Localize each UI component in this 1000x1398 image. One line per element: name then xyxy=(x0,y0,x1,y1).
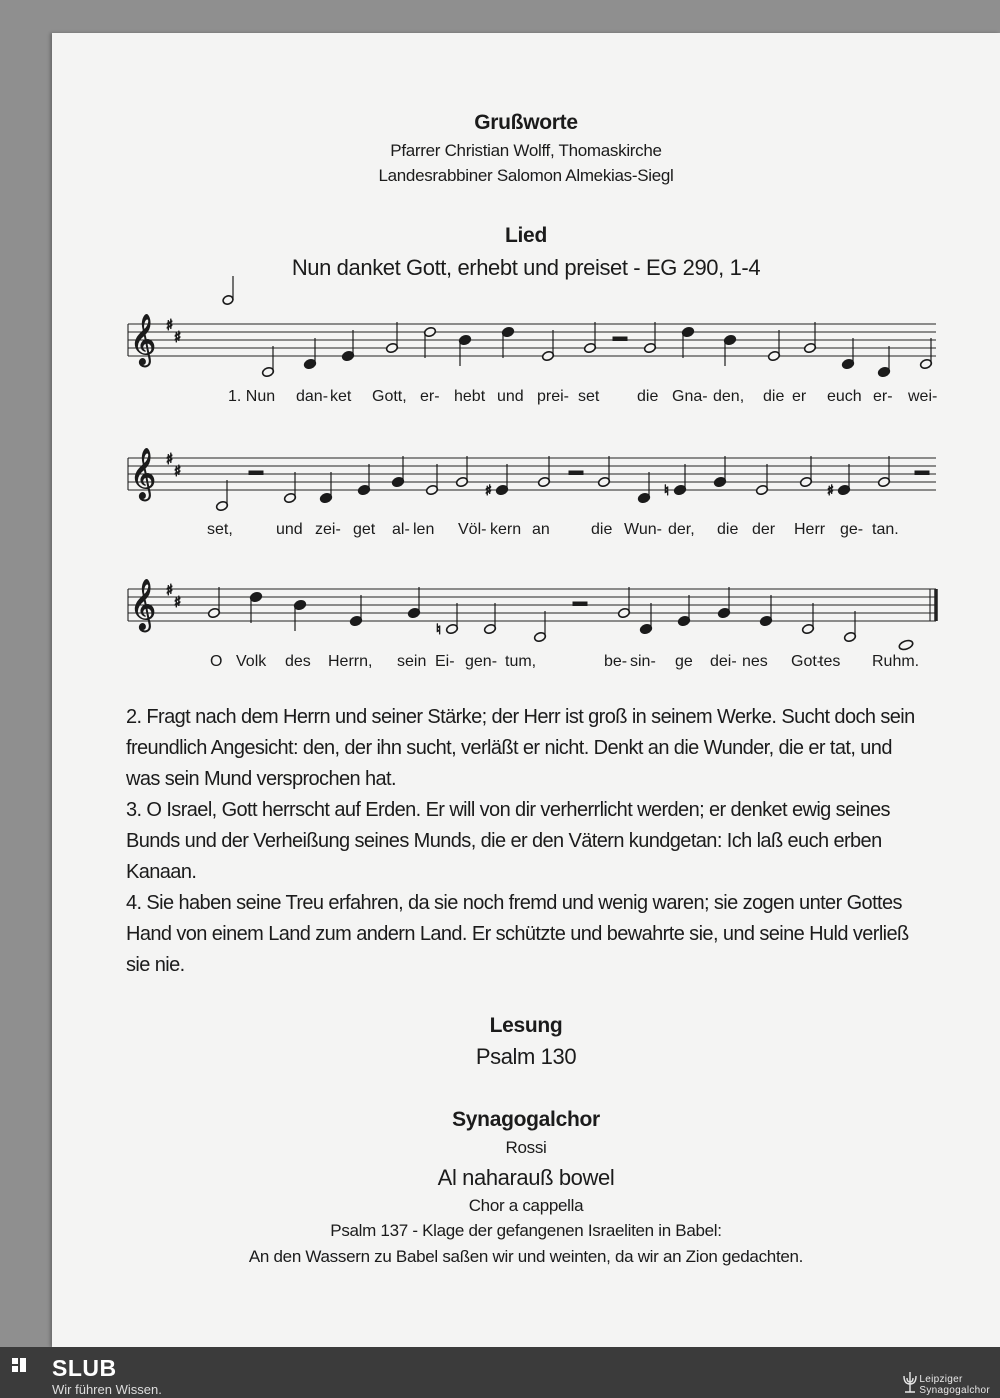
lyric-syllable: zei- xyxy=(315,521,341,538)
lyric-syllable: prei- xyxy=(537,388,570,405)
lyric-syllable: die xyxy=(763,388,785,405)
reading-text: Psalm 130 xyxy=(475,1044,577,1069)
lyric-syllable: Völ- xyxy=(458,521,487,538)
lyric-syllable: sin- xyxy=(630,653,656,670)
lyric-syllable: Herr xyxy=(794,521,826,538)
sharp-icon: ♯ xyxy=(827,483,834,499)
partner-line-1: Leipziger xyxy=(919,1374,963,1385)
lyric-syllable: dei- xyxy=(710,653,737,670)
lyric-syllable: ge- xyxy=(840,521,864,538)
half-rest-icon xyxy=(573,602,587,606)
verse-3: 3. O Israel, Gott herrscht auf Erden. Er will von dir verherrlicht werden; er denket ewig seines Bunds und der Verheißung seines Munds, die er den Vätern kundgetan: Ich laß euch erben Kanaan. xyxy=(126,799,890,883)
natural-icon: ♮ xyxy=(436,622,442,638)
sharp-icon: ♯ xyxy=(174,593,182,611)
choir-title: Synagogalchor xyxy=(452,1108,600,1131)
lyric-syllable: und xyxy=(276,521,303,538)
lyric-syllable: O xyxy=(210,653,223,670)
lyric-syllable: die xyxy=(591,521,613,538)
reading-title: Lesung xyxy=(489,1014,563,1037)
menorah-icon xyxy=(900,1370,920,1394)
lyric-syllable: und xyxy=(497,388,524,405)
lyric-syllable: Volk xyxy=(236,653,267,670)
lyric-syllable: tan. xyxy=(872,521,899,538)
slub-brand[interactable]: SLUB xyxy=(52,1355,117,1381)
lyric-syllable: set, xyxy=(207,521,233,538)
lyric-syllable: set xyxy=(578,388,600,405)
lyric-syllable: er xyxy=(792,388,807,405)
greetings-title: Grußworte xyxy=(474,111,578,134)
half-rest-icon xyxy=(569,471,583,475)
sharp-icon: ♯ xyxy=(485,483,492,499)
slub-logo-icon[interactable] xyxy=(12,1356,46,1380)
note-head xyxy=(898,639,914,651)
lyric-syllable: ket xyxy=(330,388,352,405)
lyric-syllable: hebt xyxy=(454,388,486,405)
sharp-icon: ♯ xyxy=(166,581,174,599)
lyric-syllable: Herrn, xyxy=(328,653,373,670)
lyric-syllable: euch xyxy=(827,388,862,405)
lyric-syllable: nes xyxy=(742,653,768,670)
sharp-icon: ♯ xyxy=(166,450,174,468)
note-head xyxy=(222,295,234,306)
natural-icon: ♮ xyxy=(664,483,670,499)
treble-clef-icon: 𝄞 xyxy=(130,314,157,365)
partner-logo-text xyxy=(919,1374,990,1396)
lyric-syllable: 1. Nun xyxy=(228,388,276,405)
greetings-speaker-1: Pfarrer Christian Wolff, Thomaskirche xyxy=(390,141,662,160)
lyric-syllable: Ei- xyxy=(435,653,455,670)
lyric-syllable: Gna- xyxy=(672,388,708,405)
choir-composer: Rossi xyxy=(505,1138,547,1157)
choir-piece: Al naharauß bowel xyxy=(437,1165,615,1190)
lyric-syllable: an xyxy=(532,521,550,538)
song-subtitle: Nun danket Gott, erhebt und preiset - EG 290, 1-4 xyxy=(291,255,761,280)
lyric-syllable: gen- xyxy=(465,653,498,670)
lyric-syllable: dan- xyxy=(296,388,329,405)
treble-clef-icon: 𝄞 xyxy=(130,579,157,630)
treble-clef-icon: 𝄞 xyxy=(130,448,157,499)
lyric-syllable: kern xyxy=(490,521,522,538)
lyric-syllable: Wun- xyxy=(624,521,662,538)
choir-performance: Chor a cappella xyxy=(468,1196,584,1215)
lyric-syllable: der xyxy=(752,521,776,538)
half-rest-icon xyxy=(249,471,263,475)
verse-4: 4. Sie haben seine Treu erfahren, da sie noch fremd und wenig waren; sie zogen unter Gottes Hand von einem Land zum andern Land. Er schützte und bewahrte sie, und seine Huld verließ sie nie. xyxy=(126,892,909,976)
lyric-syllable: des xyxy=(285,653,311,670)
half-rest-icon xyxy=(915,471,929,475)
lyric-syllable: er- xyxy=(420,388,440,405)
lyric-syllable: der, xyxy=(668,521,695,538)
lyric-syllable: Gott, xyxy=(372,388,407,405)
lyric-syllable: be- xyxy=(604,653,628,670)
lyric-syllable: die xyxy=(637,388,659,405)
half-rest-icon xyxy=(613,337,627,341)
lyric-syllable: sein xyxy=(397,653,427,670)
lyric-syllable: ge xyxy=(675,653,693,670)
lyric-syllable: tes xyxy=(819,653,841,670)
partner-line-2: Synagogalchor xyxy=(919,1385,990,1396)
lyric-syllable: Ruhm. xyxy=(872,653,920,670)
greetings-speaker-2: Landesrabbiner Salomon Almekias-Siegl xyxy=(378,166,674,185)
sharp-icon: ♯ xyxy=(166,316,174,334)
slub-tagline: Wir führen Wissen. xyxy=(52,1382,162,1397)
song-title: Lied xyxy=(505,224,547,247)
lyric-syllable: die xyxy=(717,521,739,538)
lyric-syllable: Got- xyxy=(791,653,823,670)
lyric-syllable: get xyxy=(353,521,376,538)
lyric-syllable: tum, xyxy=(505,653,537,670)
verse-2: 2. Fragt nach dem Herrn und seiner Stärke; der Herr ist groß in seinem Werke. Sucht doch sein freundlich Angesicht: den, der ihn sucht, verläßt er nicht. Denkt an die Wunder, die er tat, und was sein Mund versprochen hat. xyxy=(126,706,915,790)
lyric-syllable: den, xyxy=(713,388,745,405)
choir-quote: An den Wassern zu Babel saßen wir und weinten, da wir an Zion gedachten. xyxy=(248,1247,804,1266)
choir-psalm: Psalm 137 - Klage der gefangenen Israeliten in Babel: xyxy=(330,1221,722,1240)
sharp-icon: ♯ xyxy=(174,462,182,480)
sharp-icon: ♯ xyxy=(174,328,182,346)
lyric-syllable: al- xyxy=(392,521,410,538)
lyric-syllable: wei- xyxy=(908,388,938,405)
song-verses xyxy=(126,702,926,981)
lyric-syllable: len xyxy=(413,521,435,538)
lyric-syllable: er- xyxy=(873,388,893,405)
